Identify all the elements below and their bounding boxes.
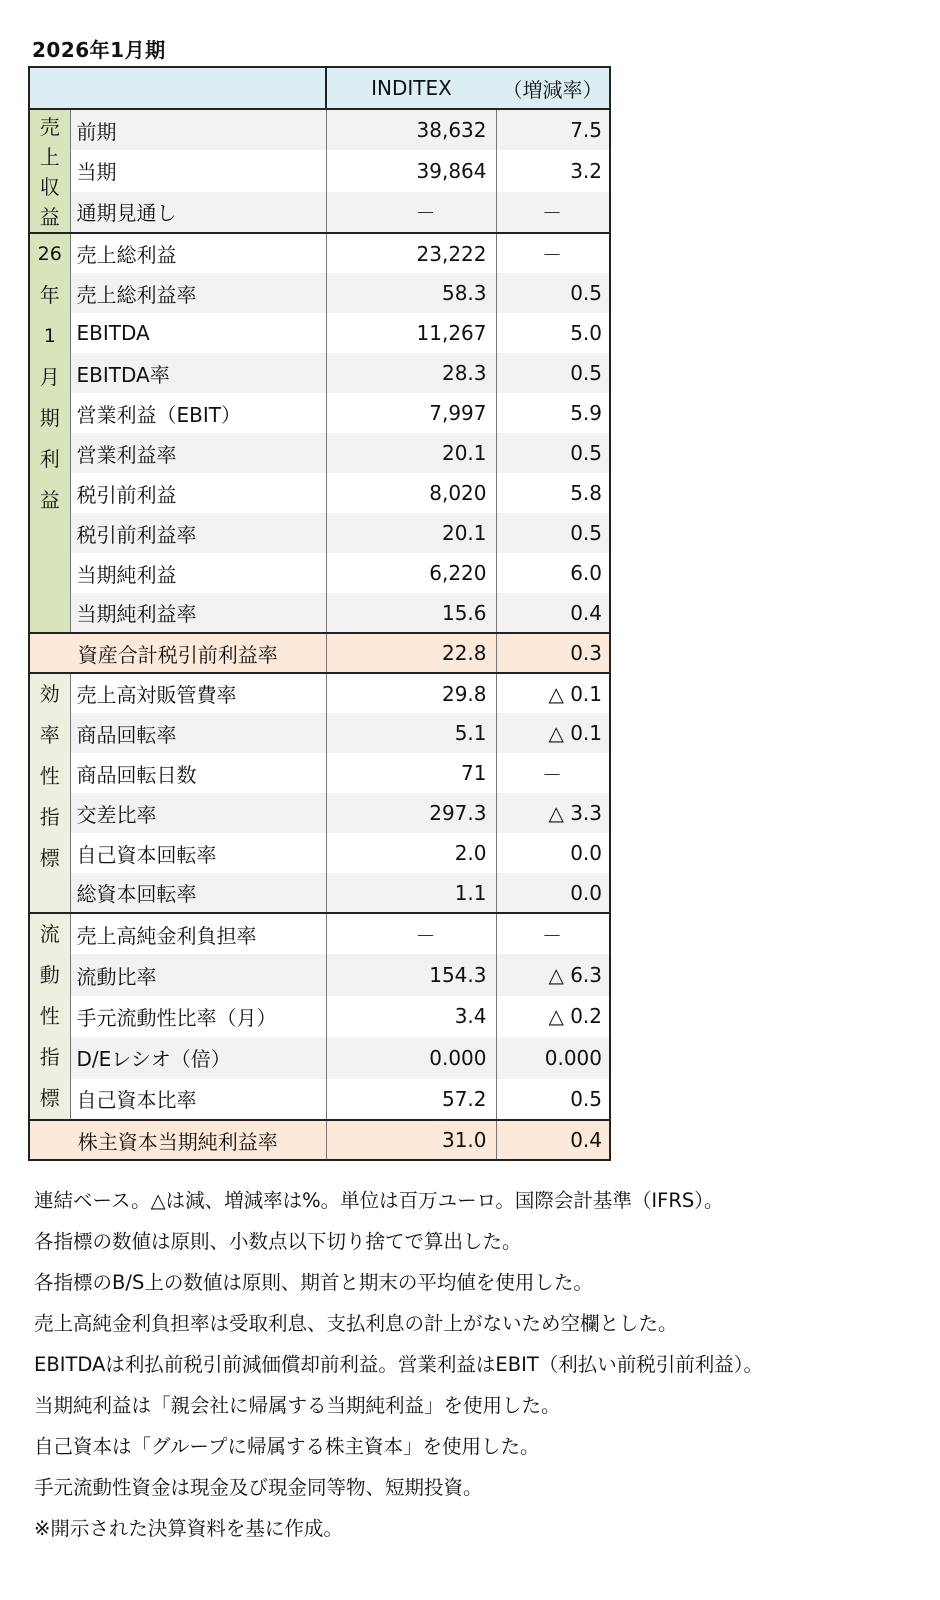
row-rate: △ 6.3 xyxy=(496,954,610,995)
table-row xyxy=(29,513,610,553)
row-label: 流動比率 xyxy=(70,954,326,995)
table-header-row xyxy=(29,67,610,109)
row-value: 57.2 xyxy=(326,1079,496,1120)
table-row xyxy=(29,473,610,513)
row-value: 2.0 xyxy=(326,833,496,873)
section-char: 26 xyxy=(37,243,62,265)
row-value: 20.1 xyxy=(326,513,496,553)
row-rate: 0.0 xyxy=(496,833,610,873)
table-row xyxy=(29,873,610,913)
table-row xyxy=(29,233,610,273)
row-value: 8,020 xyxy=(326,473,496,513)
table-row xyxy=(29,273,610,313)
section-char: 益 xyxy=(39,488,60,512)
table-row xyxy=(29,192,610,233)
row-label: 売上高対販管費率 xyxy=(70,673,326,713)
row-value: 5.1 xyxy=(326,713,496,753)
row-label: 当期純利益 xyxy=(76,562,177,587)
page-title: 2026年1月期 xyxy=(32,38,166,62)
section-char: 動 xyxy=(39,963,60,987)
row-rate: △ 0.2 xyxy=(496,996,610,1037)
header-company: INDITEX xyxy=(326,67,496,109)
row-rate: 0.5 xyxy=(496,353,610,393)
section-char: 指 xyxy=(39,1045,60,1069)
footnote: 連結ベース。△は減、増減率は%。単位は百万ユーロ。国際会計基準（IFRS）。 xyxy=(34,1189,724,1212)
row-value: 31.0 xyxy=(326,1120,496,1160)
section-profit xyxy=(29,233,70,633)
row-label: 営業利益率 xyxy=(70,433,326,473)
row-value: － xyxy=(326,192,496,233)
row-label: 当期純利益率 xyxy=(70,593,326,633)
row-label: 自己資本比率 xyxy=(76,1088,197,1113)
table-row xyxy=(29,673,610,713)
row-value: 7,997 xyxy=(326,393,496,433)
section-sales xyxy=(29,109,70,233)
row-label: 通期見通し xyxy=(70,192,326,233)
row-label: 営業利益（EBIT） xyxy=(76,402,241,427)
row-label: 売上総利益率 xyxy=(70,273,326,313)
table-row xyxy=(29,393,610,433)
row-rate: 5.0 xyxy=(496,313,610,353)
row-rate: － xyxy=(496,913,610,954)
row-rate: △ 0.1 xyxy=(496,673,610,713)
table-row xyxy=(29,593,610,633)
section-char: 流 xyxy=(39,922,60,946)
row-value: 1.1 xyxy=(326,873,496,913)
section-char: 期 xyxy=(39,406,60,430)
table-row-highlight xyxy=(29,633,610,673)
section-char: 率 xyxy=(39,723,60,747)
row-value: 20.1 xyxy=(326,433,496,473)
row-rate: △ 3.3 xyxy=(496,793,610,833)
section-char: 利 xyxy=(39,447,60,471)
row-rate: － xyxy=(496,192,610,233)
row-value: 58.3 xyxy=(326,273,496,313)
section-char: 性 xyxy=(39,764,60,788)
row-value: 22.8 xyxy=(326,633,496,673)
footnote: 当期純利益は「親会社に帰属する当期純利益」を使用した。 xyxy=(34,1394,561,1417)
table-row xyxy=(29,313,610,353)
row-label: 手元流動性比率（月） xyxy=(76,1005,277,1030)
section-efficiency xyxy=(29,673,70,913)
row-rate: 0.5 xyxy=(496,513,610,553)
row-label: D/Eレシオ（倍） xyxy=(70,1037,326,1078)
row-value: 38,632 xyxy=(326,109,496,150)
row-label: 商品回転率 xyxy=(70,713,326,753)
footnote: 売上高純金利負担率は受取利息、支払利息の計上がないため空欄とした。 xyxy=(34,1312,678,1335)
table-row xyxy=(29,913,610,954)
row-label: 税引前利益率 xyxy=(70,513,326,553)
row-rate: 0.4 xyxy=(496,1120,610,1160)
row-value: 0.000 xyxy=(326,1037,496,1078)
table-row xyxy=(29,353,610,393)
table-row xyxy=(29,833,610,873)
row-label: 税引前利益 xyxy=(76,482,177,507)
row-label: 商品回転日数 xyxy=(76,762,197,787)
footnote: ※開示された決算資料を基に作成。 xyxy=(34,1517,343,1540)
table-row xyxy=(29,1037,610,1078)
section-char: 上 xyxy=(39,145,60,169)
footnote: 手元流動性資金は現金及び現金同等物、短期投資。 xyxy=(34,1476,483,1499)
section-char: 標 xyxy=(39,846,60,870)
row-rate: 0.5 xyxy=(496,273,610,313)
section-char: 益 xyxy=(39,205,60,229)
table-row xyxy=(29,996,610,1037)
section-char: 収 xyxy=(39,175,60,199)
row-value: 297.3 xyxy=(326,793,496,833)
row-label: 売上高純金利負担率 xyxy=(70,913,326,954)
row-label: 自己資本回転率 xyxy=(76,842,217,867)
section-char: 売 xyxy=(39,115,60,139)
table-row xyxy=(29,954,610,995)
footnote: 各指標の数値は原則、小数点以下切り捨てで算出した。 xyxy=(34,1230,522,1253)
row-label: 総資本回転率 xyxy=(70,873,326,913)
row-rate: 3.2 xyxy=(496,150,610,191)
row-rate: △ 0.1 xyxy=(496,713,610,753)
row-label: 当期 xyxy=(76,160,117,185)
row-value: 28.3 xyxy=(326,353,496,393)
row-value: 6,220 xyxy=(326,553,496,593)
header-rate: （増減率） xyxy=(496,67,610,109)
table-row xyxy=(29,793,610,833)
row-rate: 0.5 xyxy=(496,433,610,473)
footnote: 自己資本は「グループに帰属する株主資本」を使用した。 xyxy=(34,1435,540,1458)
footnote: EBITDAは利払前税引前減価償却前利益。営業利益はEBIT（利払い前税引前利益）。 xyxy=(34,1353,763,1376)
row-rate: － xyxy=(496,233,610,273)
section-char: 年 xyxy=(39,283,60,307)
row-label: EBITDA率 xyxy=(70,353,326,393)
table-row-highlight xyxy=(29,1120,610,1160)
section-char: 標 xyxy=(39,1086,60,1110)
section-char: 性 xyxy=(39,1004,60,1028)
footnote: 各指標のB/S上の数値は原則、期首と期末の平均値を使用した。 xyxy=(34,1271,593,1294)
row-label: EBITDA xyxy=(76,321,150,345)
row-rate: 0.0 xyxy=(496,873,610,913)
row-value: － xyxy=(326,913,496,954)
row-label: 前期 xyxy=(70,109,326,150)
financial-indicators-table xyxy=(28,66,611,1161)
table-row xyxy=(29,433,610,473)
row-value: 3.4 xyxy=(326,996,496,1037)
row-value: 71 xyxy=(326,753,496,793)
section-char: 効 xyxy=(39,682,60,706)
row-rate: 7.5 xyxy=(496,109,610,150)
row-rate: 0.4 xyxy=(496,593,610,633)
table-row xyxy=(29,553,610,593)
row-value: 11,267 xyxy=(326,313,496,353)
row-rate: 0.3 xyxy=(496,633,610,673)
table-row xyxy=(29,1079,610,1120)
section-char: 1 xyxy=(43,325,56,347)
row-label: 資産合計税引前利益率 xyxy=(29,633,326,673)
row-label: 売上総利益 xyxy=(70,233,326,273)
row-value: 154.3 xyxy=(326,954,496,995)
row-rate: － xyxy=(496,753,610,793)
row-rate: 5.9 xyxy=(496,393,610,433)
row-rate: 0.5 xyxy=(496,1079,610,1120)
header-blank-cell xyxy=(29,67,326,109)
row-value: 39,864 xyxy=(326,150,496,191)
table-row xyxy=(29,713,610,753)
row-value: 15.6 xyxy=(326,593,496,633)
row-rate: 5.8 xyxy=(496,473,610,513)
section-char: 指 xyxy=(39,805,60,829)
section-char: 月 xyxy=(39,365,60,389)
row-value: 23,222 xyxy=(326,233,496,273)
row-value: 29.8 xyxy=(326,673,496,713)
table-row xyxy=(29,109,610,150)
section-liquidity xyxy=(29,913,70,1120)
row-label: 交差比率 xyxy=(70,793,326,833)
footnotes xyxy=(34,1180,763,1549)
row-rate: 6.0 xyxy=(496,553,610,593)
row-rate: 0.000 xyxy=(496,1037,610,1078)
row-label: 株主資本当期純利益率 xyxy=(29,1120,326,1160)
table-row xyxy=(29,753,610,793)
table-row xyxy=(29,150,610,191)
